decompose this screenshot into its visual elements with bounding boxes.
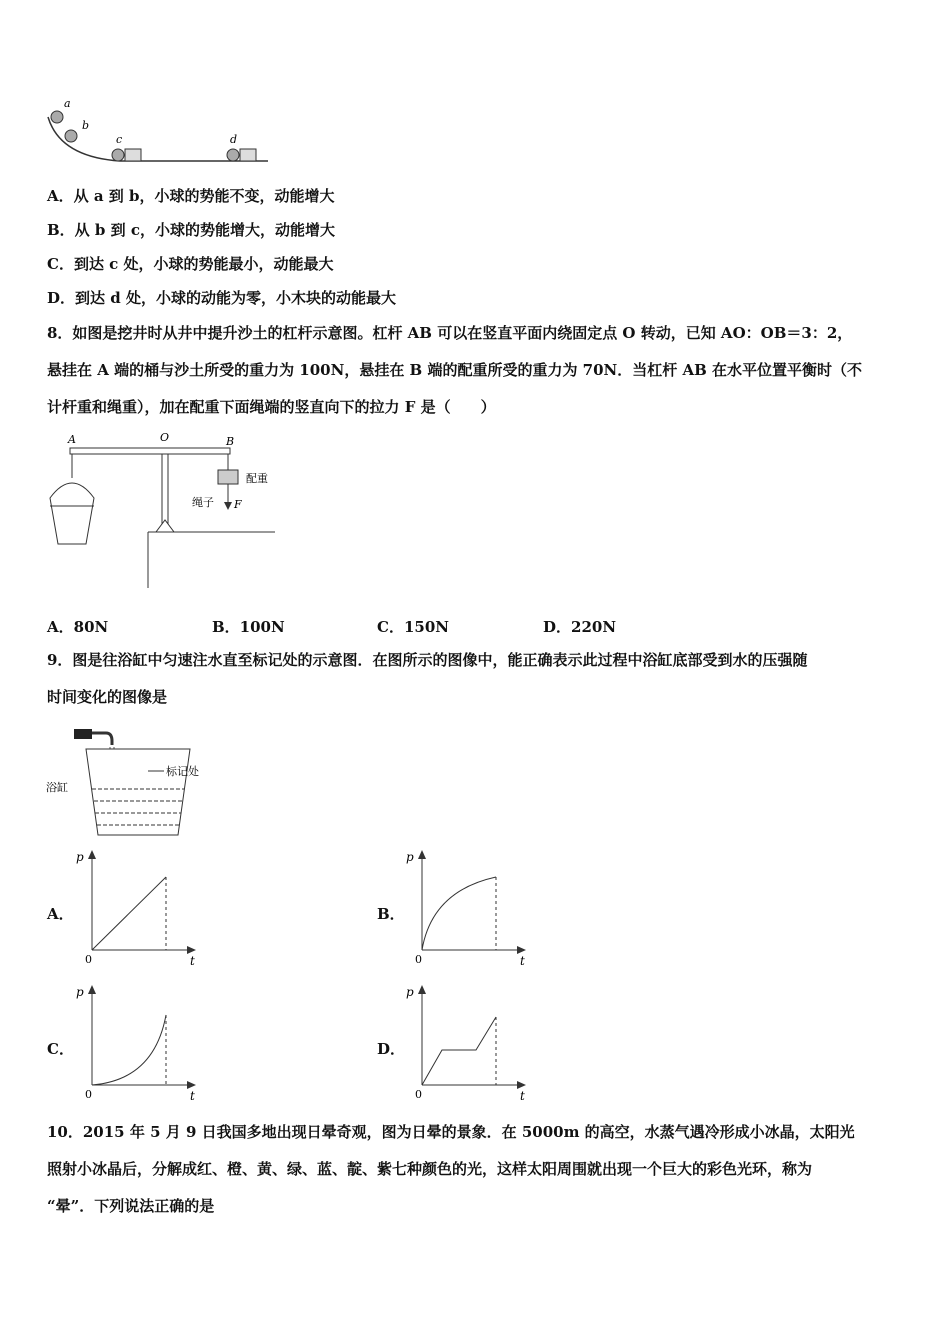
q7-option-b: B．从 b 到 c，小球的势能增大，动能增大 [47, 221, 335, 239]
q8-stem-2: 悬挂在 A 端的桶与沙土所受的重力为 100N，悬挂在 B 端的配重所受的重力为 70N．当杠杆 AB 在水平位置平衡时（不 [47, 361, 863, 379]
counterweight-box [218, 470, 238, 484]
q10-stem-3: “晕”．下列说法正确的是 [47, 1197, 215, 1215]
q8-lever-figure [40, 428, 290, 593]
svg-text:t: t [520, 1089, 525, 1103]
block-d [240, 149, 256, 161]
graph-d-curve [422, 1017, 496, 1085]
q9-graph-a [72, 845, 212, 970]
q9-stem-1: 9．图是往浴缸中匀速注水直至标记处的示意图．在图所示的图像中，能正确表示此过程中浴缸底部受到水的压强随 [47, 651, 808, 669]
ball-d [227, 149, 239, 161]
q9-bathtub-figure [40, 715, 230, 843]
q8-stem-3: 计杆重和绳重），加在配重下面绳端的竖直向下的拉力 F 是（ ） [47, 398, 496, 416]
svg-text:0: 0 [85, 953, 92, 966]
q9-stem-2: 时间变化的图像是 [47, 688, 168, 706]
svg-text:0: 0 [415, 1088, 422, 1101]
q9-graph-c [72, 980, 212, 1105]
label-c: c [116, 133, 123, 146]
svg-text:t: t [190, 1089, 195, 1103]
q9-graph-b [402, 845, 542, 970]
bucket [50, 483, 94, 544]
q8-stem-1: 8．如图是挖井时从井中提升沙土的杠杆示意图。杠杆 AB 可以在竖直平面内绕固定点 O 转动，已知 AO：OB＝3：2， [47, 324, 853, 342]
q9-graph-d [402, 980, 542, 1105]
pillar [162, 454, 168, 526]
q8-option-a: A．80N [47, 618, 109, 636]
lever-ab [70, 448, 230, 454]
q9-graph-c-label: C． [47, 1040, 74, 1058]
q7-ramp-figure [40, 95, 280, 175]
block-c [125, 149, 141, 161]
label-counterweight: 配重 [246, 472, 268, 485]
faucet [74, 729, 92, 739]
label-mark: 标记处 [166, 765, 199, 778]
ball-a [51, 111, 63, 123]
svg-text:p: p [406, 850, 414, 864]
q10-stem-1: 10．2015 年 5 月 9 日我国多地出现日晕奇观，图为日晕的景象．在 5000m 的高空，水蒸气遇冷形成小冰晶，太阳光 [47, 1123, 855, 1141]
svg-text:p: p [76, 850, 84, 864]
q8-option-d: D．220N [543, 618, 617, 636]
svg-text:t: t [190, 954, 195, 968]
ball-c [112, 149, 124, 161]
label-b: b [82, 119, 90, 132]
q7-option-a: A．从 a 到 b，小球的势能不变，动能增大 [47, 187, 335, 205]
q9-graph-a-label: A． [47, 905, 74, 923]
q9-graph-b-label: B． [377, 905, 405, 923]
graph-c-curve [92, 1015, 166, 1085]
q8-option-c: C．150N [377, 618, 449, 636]
label-d: d [230, 133, 238, 146]
svg-text:p: p [76, 985, 84, 999]
label-O: O [160, 431, 170, 444]
svg-text:t: t [520, 954, 525, 968]
q9-graph-d-label: D． [377, 1040, 406, 1058]
svg-text:0: 0 [415, 953, 422, 966]
graph-b-curve [422, 877, 496, 950]
label-tub: 浴缸 [46, 781, 68, 794]
label-B: B [226, 435, 235, 448]
graph-a-curve [92, 877, 166, 950]
svg-text:0: 0 [85, 1088, 92, 1101]
label-rope: 绳子 [192, 496, 214, 509]
tub [86, 749, 190, 835]
q7-option-d: D．到达 d 处，小球的动能为零，小木块的动能最大 [47, 289, 396, 307]
label-A: A [68, 433, 76, 446]
q7-option-c: C．到达 c 处，小球的势能最小，动能最大 [47, 255, 334, 273]
label-a: a [64, 97, 71, 110]
q10-stem-2: 照射小冰晶后，分解成红、橙、黄、绿、蓝、靛、紫七种颜色的光，这样太阳周围就出现一个巨大的彩色光环，称为 [47, 1160, 813, 1178]
svg-text:p: p [406, 985, 414, 999]
label-F: F [234, 498, 242, 511]
ball-b [65, 130, 77, 142]
q8-option-b: B．100N [212, 618, 285, 636]
